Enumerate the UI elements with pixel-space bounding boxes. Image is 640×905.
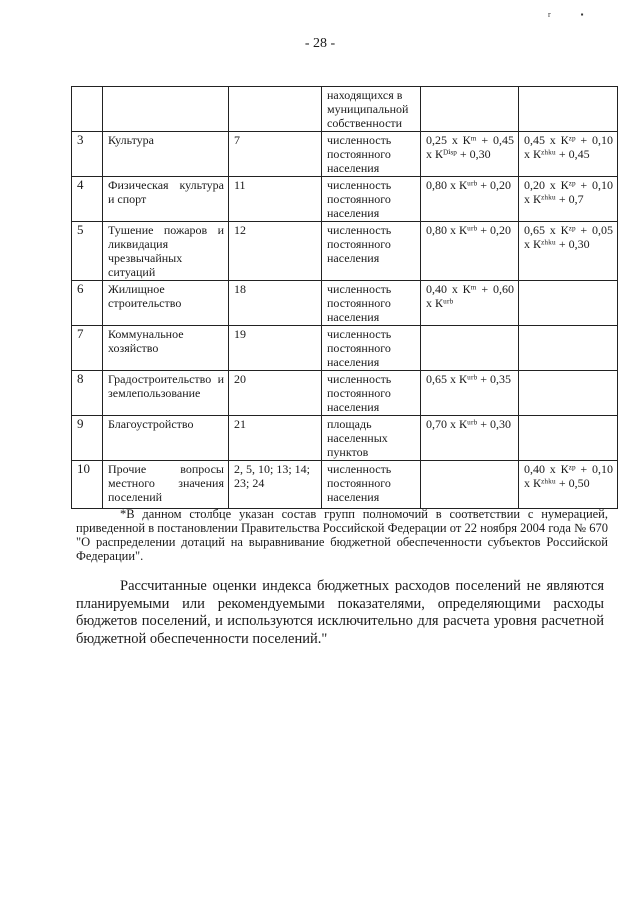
indicator-cell: численность постоянного населения (322, 326, 421, 371)
indicator-cell: численность постоянного населения (322, 461, 421, 509)
coefficient-formula-2-cell: 0,40 х Кᶻᵖ + 0,10 х Кᶻʰᵏᵘ + 0,50 (519, 461, 618, 509)
coefficient-formula-1-cell: 0,65 х Кᵘʳᵇ + 0,35 (421, 371, 519, 416)
indicator-cell: находящихся в муниципальной собственности (322, 87, 421, 132)
table-row (72, 416, 618, 461)
coefficient-formula-1-cell: 0,25 х Кᵐ + 0,45 х Кᴰⁱˢᵖ + 0,30 (421, 132, 519, 177)
table-row (72, 132, 618, 177)
coefficient-formula-2-cell (519, 371, 618, 416)
coefficient-formula-2-cell (519, 87, 618, 132)
row-number-cell: 6 (72, 281, 103, 326)
coefficient-formula-1-cell (421, 87, 519, 132)
direction-name-cell: Физическая культура и спорт (103, 177, 229, 222)
coefficient-formula-2-cell: 0,65 х Кᶻᵖ + 0,05 х Кᶻʰᵏᵘ + 0,30 (519, 222, 618, 281)
indicator-cell: численность постоянного населения (322, 177, 421, 222)
page-number: - 28 - (304, 36, 336, 51)
closing-paragraph: Рассчитанные оценки индекса бюджетных расходов поселений не являются планируемыми или рекомендуемыми показателями, определяющими расходы бюджетов поселений, и используются исключительно для расчета уровня расчетной бюджетной обеспеченности поселений." (76, 578, 604, 647)
authority-groups-cell: 20 (229, 371, 322, 416)
indicator-cell: площадь населенных пунктов (322, 416, 421, 461)
coefficient-formula-1-cell: 0,70 х Кᵘʳᵇ + 0,30 (421, 416, 519, 461)
row-number-cell (72, 87, 103, 132)
row-number-cell: 4 (72, 177, 103, 222)
table-row (72, 87, 618, 132)
row-number-cell: 10 (72, 461, 103, 509)
coefficient-formula-1-cell (421, 461, 519, 509)
direction-name-cell: Тушение пожаров и ликвидация чрезвычайных ситуаций (103, 222, 229, 281)
row-number-cell: 7 (72, 326, 103, 371)
budget-expenditure-table (71, 86, 618, 509)
table-footnote: *В данном столбце указан состав групп полномочий в соответствии с нумерацией, приведенной в постановлении Правительства Российской Федерации от 22 ноября 2004 года № 670 "О распределении дотаций на выравнивание бюджетной обеспеченности субъектов Российской Федерации". (76, 507, 608, 563)
indicator-cell: численность постоянного населения (322, 371, 421, 416)
authority-groups-cell: 11 (229, 177, 322, 222)
authority-groups-cell: 7 (229, 132, 322, 177)
coefficient-formula-2-cell: 0,20 х Кᶻᵖ + 0,10 х Кᶻʰᵏᵘ + 0,7 (519, 177, 618, 222)
coefficient-formula-2-cell: 0,45 х Кᶻᵖ + 0,10 х Кᶻʰᵏᵘ + 0,45 (519, 132, 618, 177)
direction-name-cell: Градостроительство и землепользование (103, 371, 229, 416)
table-row (72, 371, 618, 416)
authority-groups-cell: 18 (229, 281, 322, 326)
direction-name-cell: Культура (103, 132, 229, 177)
indicator-cell: численность постоянного населения (322, 222, 421, 281)
coefficient-formula-2-cell (519, 281, 618, 326)
coefficient-formula-2-cell (519, 416, 618, 461)
coefficient-formula-1-cell: 0,80 х Кᵘʳᵇ + 0,20 (421, 222, 519, 281)
table-row (72, 461, 618, 509)
row-number-cell: 3 (72, 132, 103, 177)
direction-name-cell: Жилищное строительство (103, 281, 229, 326)
table-row (72, 222, 618, 281)
authority-groups-cell (229, 87, 322, 132)
table-row (72, 326, 618, 371)
table-row (72, 177, 618, 222)
row-number-cell: 8 (72, 371, 103, 416)
authority-groups-cell: 19 (229, 326, 322, 371)
direction-name-cell: Коммунальное хозяйство (103, 326, 229, 371)
authority-groups-cell: 12 (229, 222, 322, 281)
row-number-cell: 9 (72, 416, 103, 461)
authority-groups-cell: 2, 5, 10; 13; 14; 23; 24 (229, 461, 322, 509)
row-number-cell: 5 (72, 222, 103, 281)
authority-groups-cell: 21 (229, 416, 322, 461)
direction-name-cell: Прочие вопросы местного значения поселений (103, 461, 229, 509)
direction-name-cell (103, 87, 229, 132)
indicator-cell: численность постоянного населения (322, 132, 421, 177)
coefficient-formula-2-cell (519, 326, 618, 371)
scan-marks: r ▪ (548, 10, 598, 19)
direction-name-cell: Благоустройство (103, 416, 229, 461)
indicator-cell: численность постоянного населения (322, 281, 421, 326)
coefficient-formula-1-cell (421, 326, 519, 371)
coefficient-formula-1-cell: 0,80 х Кᵘʳᵇ + 0,20 (421, 177, 519, 222)
table-row (72, 281, 618, 326)
coefficient-formula-1-cell: 0,40 х Кᵐ + 0,60 х Кᵘʳᵇ (421, 281, 519, 326)
